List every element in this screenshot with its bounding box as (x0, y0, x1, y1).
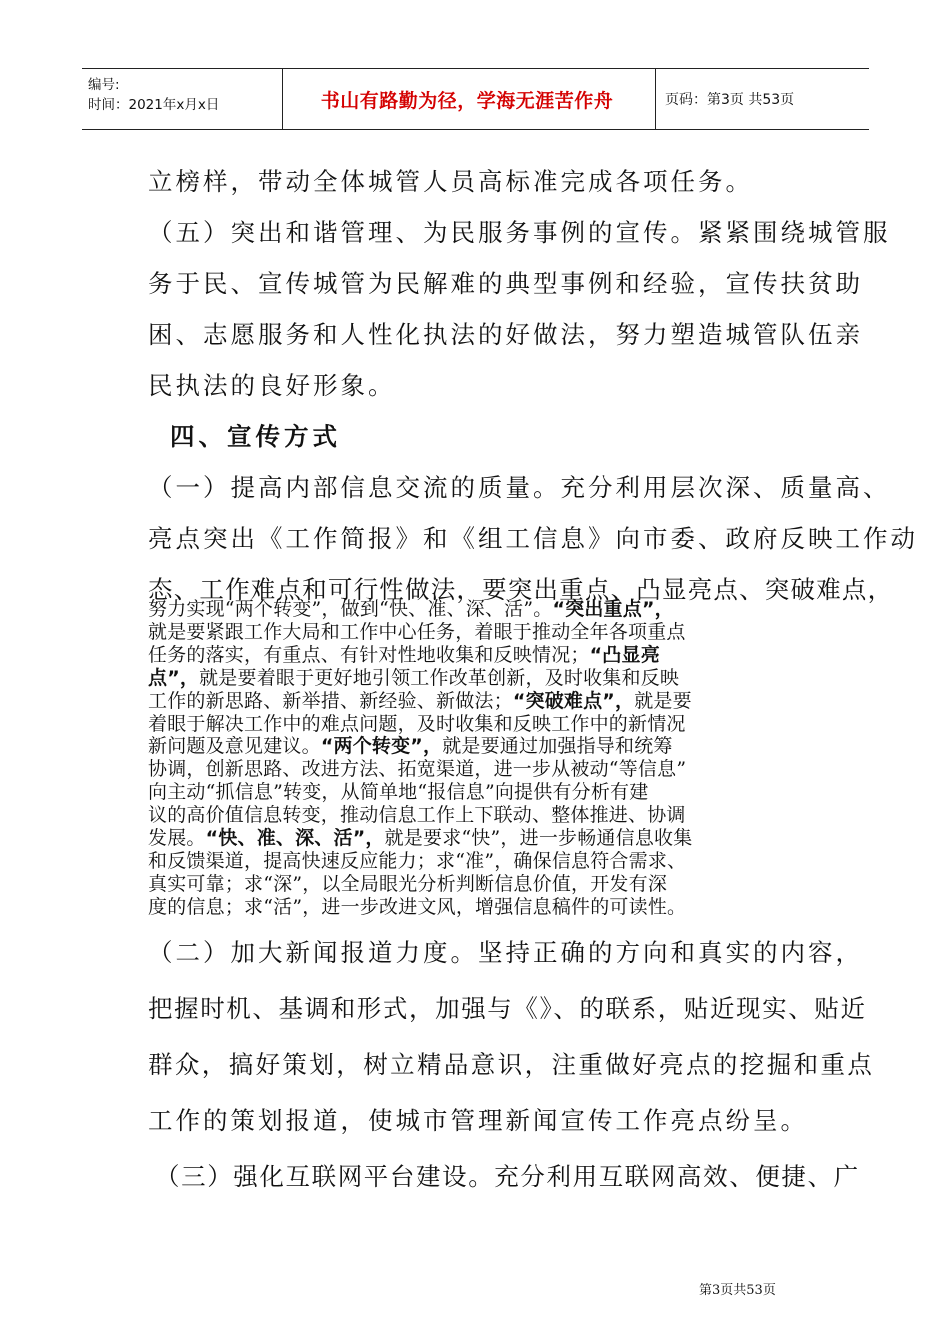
bold-phrase: “凸显亮 (589, 643, 660, 666)
body-line: 把握时机、基调和形式，加强与《》、的联系，贴近现实、贴近 (148, 994, 867, 1023)
dense-line: 着眼于解决工作中的难点问题，及时收集和反映工作中的新情况 (148, 712, 686, 735)
body-line: 困、志愿服务和人性化执法的好做法，努力塑造城管队伍亲 (148, 320, 863, 349)
body-line: 立榜样，带动全体城管人员高标准完成各项任务。 (148, 167, 753, 196)
dense-line: 度的信息；求“活”，进一步改进文风，增强信息稿件的可读性。 (148, 895, 687, 918)
text-run: 就是要求“快”，进一步畅通信息收集 (384, 827, 693, 850)
text-run: 新问题及意见建议。 (148, 735, 321, 758)
body-line: 工作的策划报道，使城市管理新闻宣传工作亮点纷呈。 (148, 1106, 808, 1135)
header-divider (655, 69, 656, 129)
dense-line: 就是要紧跟工作大局和工作中心任务，着眼于推动全年各项重点 (148, 620, 686, 643)
dense-line (148, 598, 818, 621)
dense-line: 和反馈渠道，提高快速反应能力；求“准”，确保信息符合需求、 (148, 849, 687, 872)
dense-line: 协调，创新思路、改进方法、拓宽渠道，进一步从被动“等信息” (148, 758, 687, 781)
text-run: 就是要通过加强指导和统筹 (442, 735, 673, 758)
dense-line (148, 735, 818, 758)
page-footer: 第3页共53页 (699, 1283, 776, 1298)
text-run: 就是要着眼于更好地引领工作改革创新，及时收集和反映 (199, 666, 680, 689)
dense-line: 议的高价值信息转变，推动信息工作上下联动、整体推进、协调 (148, 804, 686, 827)
section-heading: 四、宣传方式 (170, 422, 341, 451)
bold-phrase: “突出重点”， (552, 598, 674, 620)
dense-paragraph (148, 598, 818, 919)
header-motto: 书山有路勤为径，学海无涯苦作舟 (320, 90, 614, 112)
text-run: 就是要 (634, 689, 692, 712)
header-page-label: 页码：第3页 共53页 (665, 92, 795, 108)
dense-line (148, 667, 818, 690)
body-line: （一）提高内部信息交流的质量。充分利用层次深、质量高、 (148, 473, 891, 502)
dense-line (148, 827, 818, 850)
text-run: 工作的新思路、新举措、新经验、新做法； (148, 689, 513, 712)
document-header (82, 68, 869, 130)
body-line: （二）加大新闻报道力度。坚持正确的方向和真实的内容， (148, 938, 863, 967)
body-line: 群众，搞好策划，树立精品意识，注重做好亮点的挖掘和重点 (148, 1050, 875, 1079)
dense-line: 真实可靠；求“深”，以全局眼光分析判断信息价值，开发有深 (148, 872, 668, 895)
body-line: 务于民、宣传城管为民解难的典型事例和经验，宣传扶贫助 (148, 269, 863, 298)
body-line: 亮点突出《工作简报》和《组工信息》向市委、政府反映工作动 (148, 524, 918, 553)
header-time-label: 时间：2021年x月x日 (88, 97, 220, 113)
bold-phrase: “两个转变”， (320, 735, 443, 758)
bold-phrase: “突破难点”， (512, 689, 635, 712)
dense-line (148, 644, 818, 667)
body-line: 民执法的良好形象。 (148, 371, 396, 400)
text-run: 努力实现“两个转变”，做到“快、准、深、活”。 (148, 598, 553, 620)
body-line: （五）突出和谐管理、为民服务事例的宣传。紧紧围绕城管服 (148, 218, 891, 247)
bold-phrase: 点”， (148, 666, 200, 689)
body-line: 态、工作难点和可行性做法，要突出重点、凸显亮点、突破难点， (148, 575, 894, 604)
dense-line: 向主动“抓信息”转变，从简单地“报信息”向提供有分析有建 (148, 781, 649, 804)
text-run: 发展。 (148, 827, 206, 850)
text-run: 任务的落实，有重点、有针对性地收集和反映情况； (148, 643, 590, 666)
body-line: （三）强化互联网平台建设。充分利用互联网高效、便捷、广 (155, 1162, 860, 1191)
header-meta (88, 75, 219, 115)
dense-line (148, 690, 818, 713)
header-code-label: 编号: (88, 77, 120, 93)
bold-phrase: “快、准、深、活”， (205, 827, 385, 850)
